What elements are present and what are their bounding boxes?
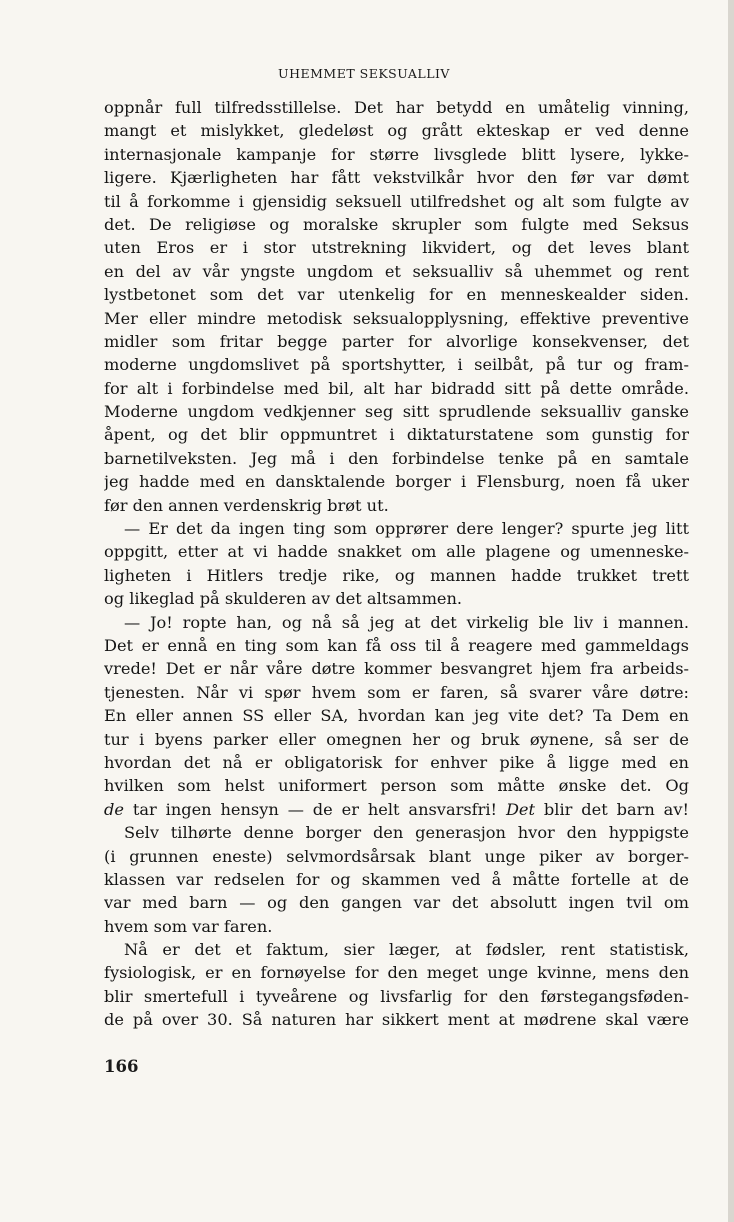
text-line: klassen var redselen for og skammen ved å måtte fortelle at de [104, 869, 689, 889]
text-span: blir det barn av! [535, 799, 689, 819]
text-line: Nå er det et faktum, sier læger, at fødsler, rent statistisk, [124, 940, 689, 960]
text-line: — Jo! ropte han, og nå så jeg at det virkelig ble liv i mannen. [124, 612, 689, 632]
text-line: tjenesten. Når vi spør hvem som er faren, så svarer våre døtre: [104, 682, 689, 702]
text-line: fysiologisk, er en fornøyelse for den meget unge kvinne, mens den [104, 963, 689, 983]
text-line: internasjonale kampanje for større livsglede blitt lysere, lykke- [104, 144, 689, 164]
text-line: en del av vår yngste ungdom et seksualliv så uhemmet og rent [104, 261, 689, 281]
text-line: hvilken som helst uniformert person som måtte ønske det. Og [104, 776, 689, 796]
text-line: moderne ungdomslivet på sportshytter, i seilbåt, på tur og fram- [104, 355, 689, 375]
text-line: Selv tilhørte denne borger den generasjon hvor den hyppigste [124, 823, 689, 843]
text-line: Moderne ungdom vedkjenner seg sitt sprudlende seksualliv ganske [104, 402, 689, 422]
text-line: jeg hadde med en dansktalende borger i Flensburg, noen få uker [104, 472, 689, 492]
text-line: åpent, og det blir oppmuntret i diktaturstatene som gunstig for [104, 425, 689, 445]
text-line: lystbetonet som det var utenkelig for en menneskealder siden. [104, 285, 689, 305]
body-text [104, 96, 689, 1032]
text-line: ligheten i Hitlers tredje rike, og mannen hadde trukket trett [104, 565, 689, 585]
text-span: tar ingen hensyn — de er helt ansvarsfri! [123, 799, 506, 819]
text-line: de på over 30. Så naturen har sikkert ment at mødrene skal være [104, 1010, 689, 1030]
running-head: UHEMMET SEKSUALLIV [278, 66, 450, 81]
text-line: oppnår full tilfredsstillelse. Det har betydd en umåtelig vinning, [104, 98, 689, 117]
text-line: var med barn — og den gangen var det absolutt ingen tvil om [104, 893, 689, 913]
text-line: oppgitt, etter at vi hadde snakket om alle plagene og umenneske- [104, 542, 689, 562]
text-line: ligere. Kjærligheten har fått vekstvilkår hvor den før var dømt [104, 168, 689, 188]
text-line [104, 798, 689, 821]
text-line: tur i byens parker eller omegnen her og bruk øynene, så ser de [104, 729, 689, 749]
text-line: barnetilveksten. Jeg må i den forbindelse tenke på en samtale [104, 448, 689, 468]
emphasis: Det [505, 799, 536, 819]
text-line: for alt i forbindelse med bil, alt har bidradd sitt på dette område. [104, 378, 689, 398]
text-line: og likeglad på skulderen av det altsammen. [104, 589, 463, 609]
text-line: Mer eller mindre metodisk seksualopplysning, effektive preventive [104, 308, 689, 328]
text-line: til å forkomme i gjensidig seksuell utilfredshet og alt som fulgte av [104, 191, 689, 211]
text-line: det. De religiøse og moralske skrupler som fulgte med Seksus [104, 214, 689, 234]
text-line: hvem som var faren. [104, 916, 273, 936]
text-line: vrede! Det er når våre døtre kommer besvangret hjem fra arbeids- [104, 659, 689, 679]
page-number: 166 [104, 1057, 139, 1076]
text-line: En eller annen SS eller SA, hvordan kan jeg vite det? Ta Dem en [104, 706, 689, 726]
text-line: før den annen verdenskrig brøt ut. [104, 495, 389, 515]
text-line: hvordan det nå er obligatorisk for enhver pike å ligge med en [104, 752, 689, 772]
text-line: uten Eros er i stor utstrekning likvidert, og det leves blant [104, 238, 689, 258]
text-line: blir smertefull i tyveårene og livsfarlig for den førstegangsføden- [104, 986, 689, 1006]
text-line: mangt et mislykket, gledeløst og grått ekteskap er ved denne [104, 121, 689, 141]
text-line: midler som fritar begge parter for alvorlige konsekvenser, det [104, 331, 689, 351]
text-line: Det er ennå en ting som kan få oss til å reagere med gammeldags [104, 635, 689, 655]
emphasis: de [104, 799, 124, 819]
text-line: — Er det da ingen ting som opprører dere lenger? spurte jeg litt [124, 519, 689, 539]
text-line: (i grunnen eneste) selvmordsårsak blant unge piker av borger- [104, 846, 689, 866]
